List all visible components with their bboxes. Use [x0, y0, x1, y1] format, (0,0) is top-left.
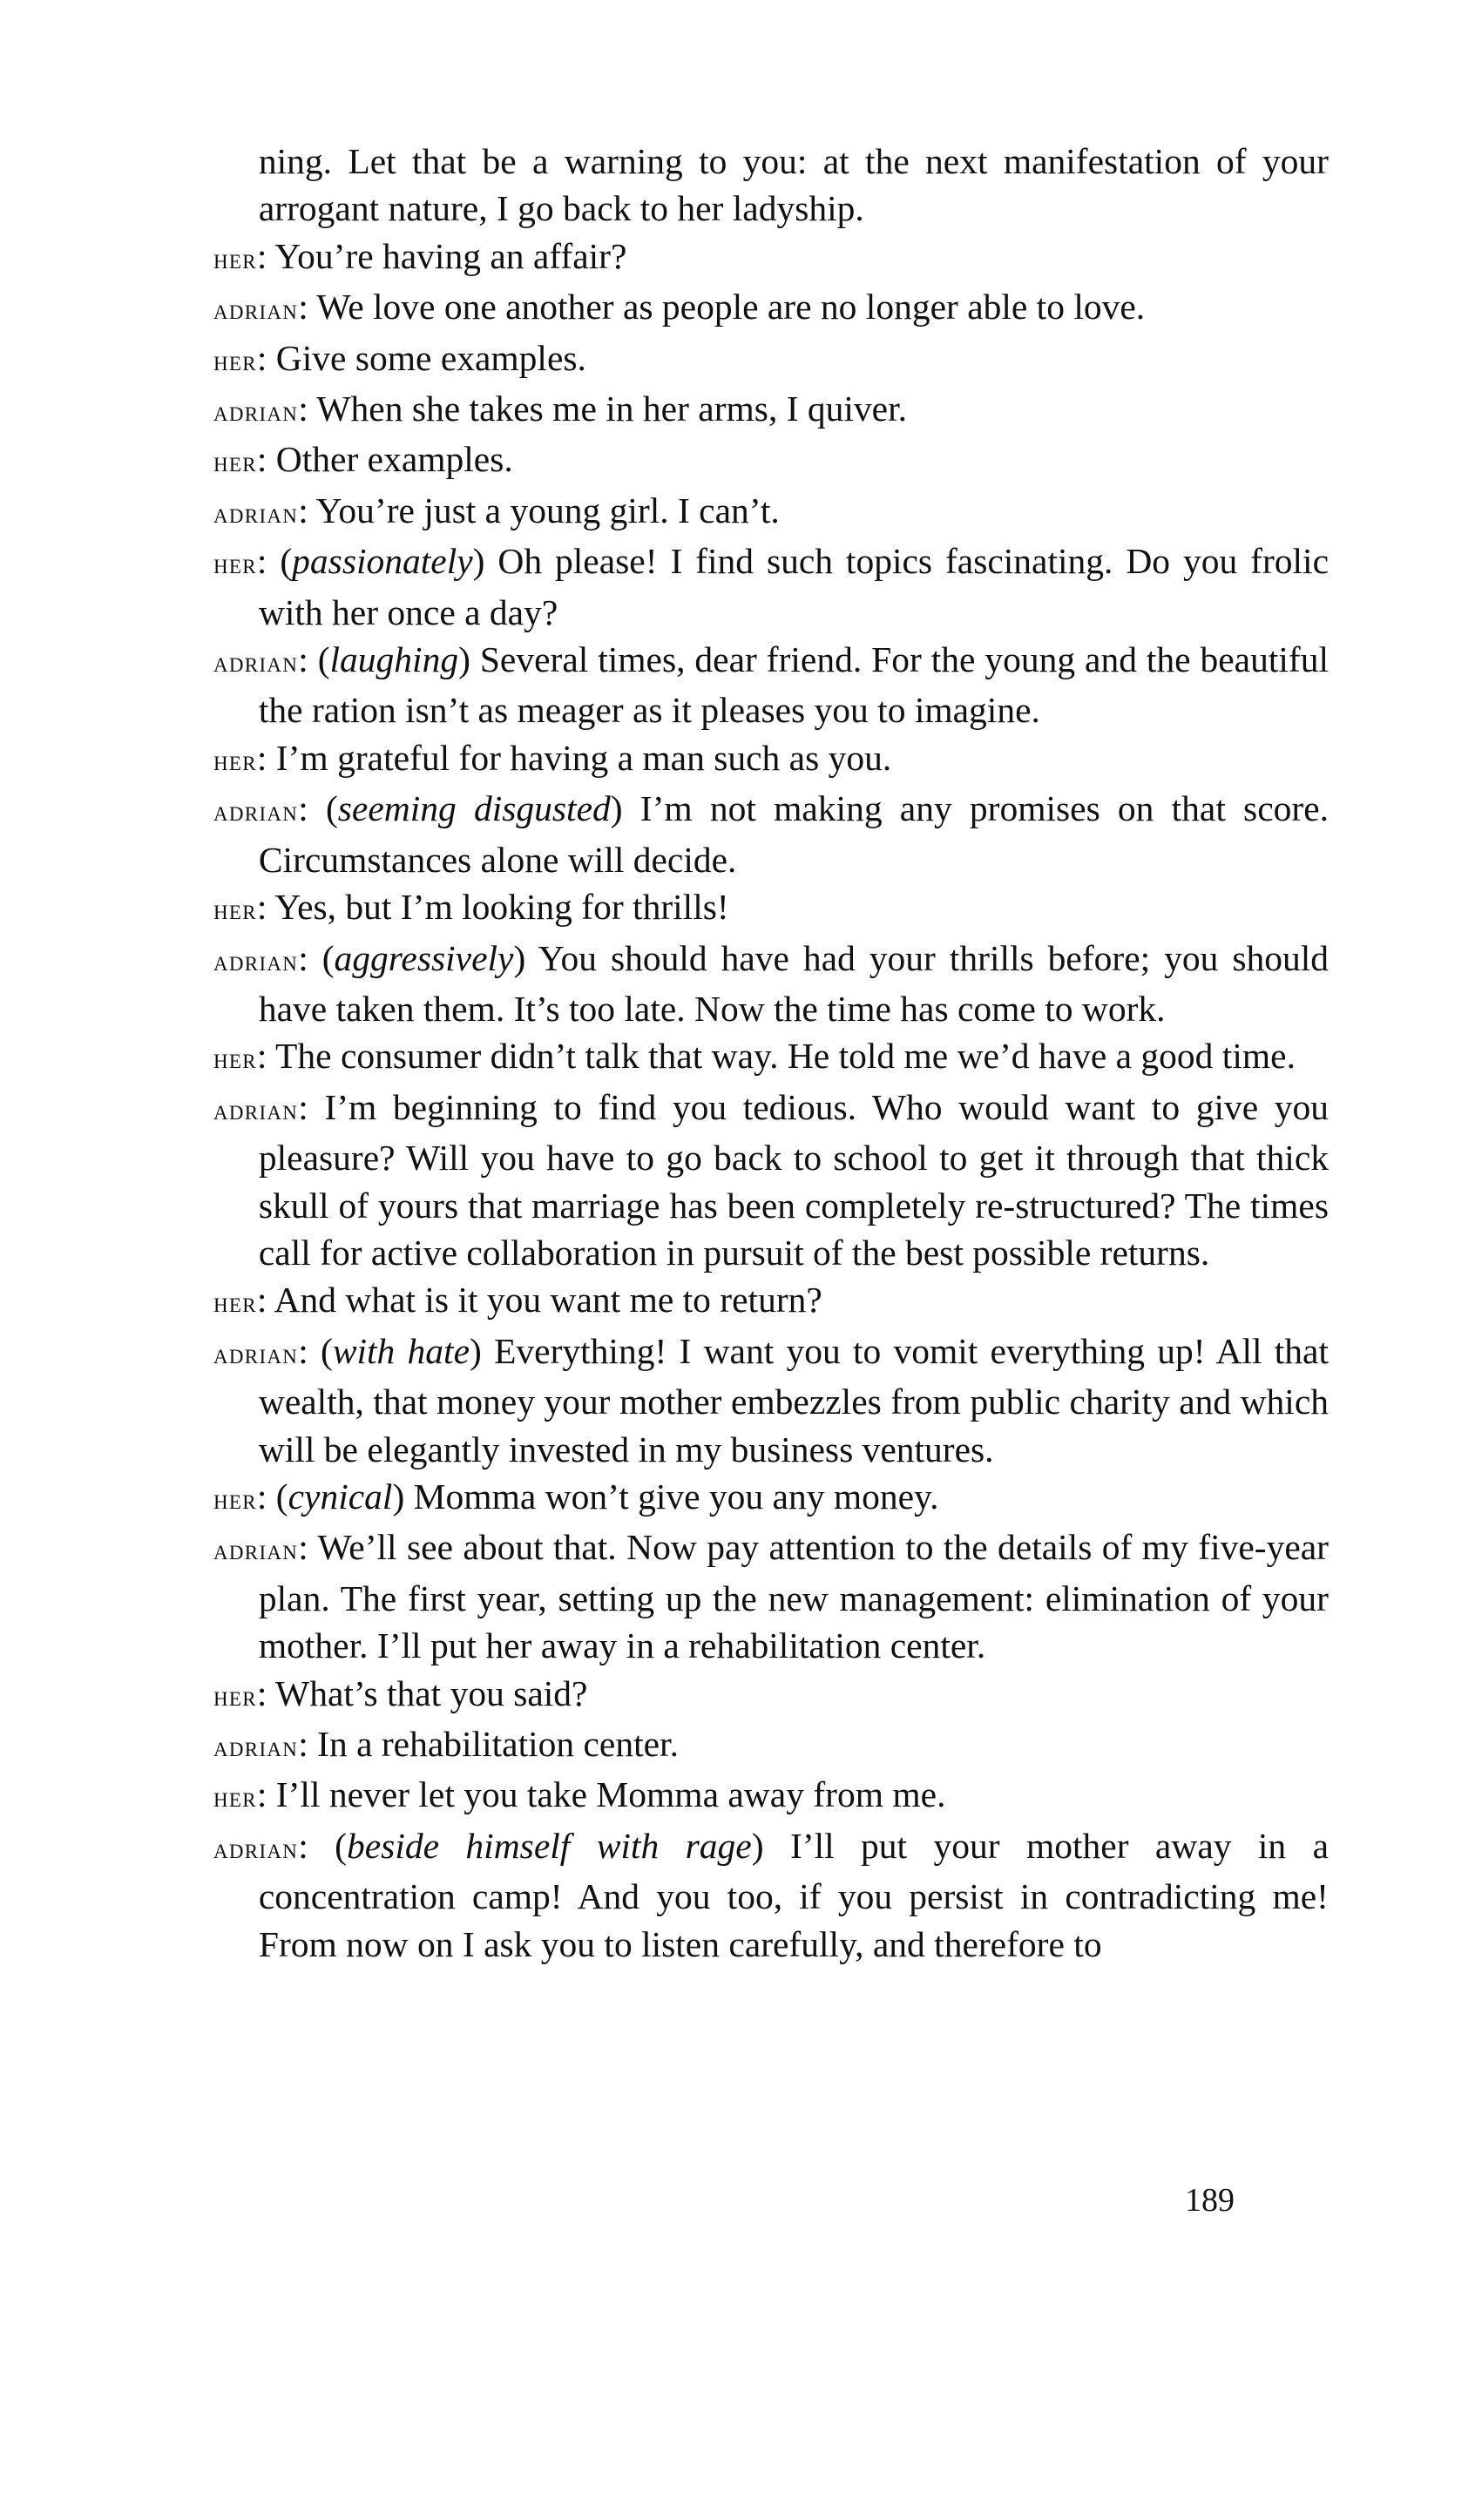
- line-text: And what is it you want me to return?: [274, 1280, 822, 1321]
- speaker-name: her: [213, 243, 257, 275]
- dialogue-line: her: What’s that you said?: [213, 1672, 588, 1713]
- stage-direction: seeming disgusted: [337, 788, 611, 829]
- speaker-name: her: [213, 1782, 257, 1814]
- line-text: Everything! I want you to vomit everything up! All that wealth, that money your mother embezzles from public charity and which will be elegantly invested in my business ventures.: [258, 1330, 1329, 1469]
- dialogue-line: her: Give some examples.: [213, 337, 586, 378]
- line-text: Oh please! I find such topics fascinating. Do you frolic with her once a day?: [258, 541, 1329, 632]
- dialogue-line: adrian: We’ll see about that. Now pay attention to the details of my five-year plan. The first year, setting up the new management: elimination of your mother. I’ll put her away in a rehabilitation center.: [213, 1527, 1330, 1666]
- speaker-name: adrian: [213, 1732, 299, 1763]
- speaker-name: her: [213, 1287, 257, 1320]
- speaker-name: adrian: [213, 396, 299, 429]
- stage-direction: with hate: [332, 1330, 470, 1371]
- dialogue-text: [213, 138, 1329, 1968]
- line-text: The consumer didn’t talk that way. He told me we’d have a good time.: [275, 1036, 1296, 1077]
- dialogue-line: her: I’ll never let you take Momma away from me.: [213, 1774, 946, 1815]
- dialogue-line: adrian: You’re just a young girl. I can’t.: [213, 490, 780, 530]
- opening-paragraph: ning. Let that be a warning to you: at the next manifestation of your arrogant nature, I go back to her ladyship.: [258, 141, 1329, 229]
- page-number: 189: [1185, 2182, 1235, 2219]
- line-text: You’re having an affair?: [274, 235, 627, 276]
- speaker-name: adrian: [213, 945, 299, 977]
- line-text: I’m grateful for having a man such as you.: [275, 737, 892, 778]
- stage-direction: passionately: [292, 541, 473, 582]
- stage-direction: cynical: [288, 1476, 393, 1517]
- stage-direction: laughing: [329, 639, 459, 680]
- dialogue-line: her: (cynical) Momma won’t give you any money.: [213, 1476, 939, 1517]
- dialogue-lines: [213, 233, 1329, 1968]
- speaker-name: adrian: [213, 647, 299, 679]
- line-text: We love one another as people are no longer able to love.: [316, 287, 1146, 328]
- speaker-name: her: [213, 1044, 257, 1076]
- dialogue-line: her: And what is it you want me to return?: [213, 1280, 822, 1321]
- line-text: I’ll never let you take Momma away from me.: [275, 1774, 946, 1815]
- dialogue-line: adrian: In a rehabilitation center.: [213, 1724, 679, 1764]
- dialogue-line: adrian: I’m beginning to find you tedious. Who would want to give you pleasure? Will you have to go back to school to get it through that thick skull of yours that marriage has been completely re-structured? The times call for active collaboration in pursuit of the best possible returns.: [213, 1086, 1330, 1273]
- line-text: I’m beginning to find you tedious. Who would want to give you pleasure? Will you have to go back to school to get it through that thick skull of yours that marriage has been completely re-structured? The times call for active collaboration in pursuit of the best possible returns.: [258, 1086, 1330, 1273]
- line-text: Give some examples.: [275, 337, 586, 378]
- stage-direction: aggressively: [334, 937, 514, 978]
- dialogue-line: adrian: We love one another as people are no longer able to love.: [213, 287, 1146, 328]
- dialogue-line: adrian: (seeming disgusted) I’m not making any promises on that score. Circumstances alone will decide.: [213, 788, 1329, 880]
- dialogue-line: adrian: (aggressively) You should have had your thrills before; you should have taken them. It’s too late. Now the time has come to work.: [213, 937, 1330, 1029]
- speaker-name: her: [213, 345, 257, 377]
- dialogue-line: her: Yes, but I’m looking for thrills!: [213, 887, 729, 928]
- speaker-name: her: [213, 549, 257, 581]
- dialogue-line: adrian: (with hate) Everything! I want you to vomit everything up! All that wealth, that money your mother embezzles from public charity and which will be elegantly invested in my business ventures.: [213, 1330, 1329, 1469]
- line-text: We’ll see about that. Now pay attention to the details of my five-year plan. The first year, setting up the new management: elimination of your mother. I’ll put her away in a rehabilitation center.: [258, 1527, 1330, 1666]
- dialogue-line: her: You’re having an affair?: [213, 235, 627, 276]
- dialogue-line: her: Other examples.: [213, 439, 513, 480]
- speaker-name: adrian: [213, 294, 299, 327]
- speaker-name: her: [213, 447, 257, 479]
- line-text: Several times, dear friend. For the young and the beautiful the ration isn’t as meager as it pleases you to imagine.: [258, 639, 1329, 731]
- line-text: I’m not making any promises on that score. Circumstances alone will decide.: [258, 788, 1329, 880]
- dialogue-line: adrian: When she takes me in her arms, I quiver.: [213, 388, 907, 429]
- speaker-name: adrian: [213, 1338, 299, 1370]
- line-text: Other examples.: [275, 439, 513, 480]
- line-text: Momma won’t give you any money.: [413, 1476, 939, 1517]
- speaker-name: adrian: [213, 796, 299, 828]
- speaker-name: adrian: [213, 1535, 299, 1567]
- dialogue-line: her: I’m grateful for having a man such as you.: [213, 737, 892, 778]
- speaker-name: adrian: [213, 1833, 299, 1865]
- dialogue-line: her: (passionately) Oh please! I find such topics fascinating. Do you frolic with her once a day?: [213, 541, 1329, 632]
- speaker-name: her: [213, 1483, 257, 1516]
- line-text: When she takes me in her arms, I quiver.: [316, 388, 907, 429]
- line-text: You’re just a young girl. I can’t.: [315, 490, 780, 530]
- line-text: Yes, but I’m looking for thrills!: [274, 887, 729, 928]
- line-text: In a rehabilitation center.: [317, 1724, 679, 1764]
- speaker-name: her: [213, 745, 257, 777]
- dialogue-line: adrian: (laughing) Several times, dear friend. For the young and the beautiful the ration isn’t as meager as it pleases you to imagine.: [213, 639, 1329, 731]
- line-text: What’s that you said?: [275, 1672, 588, 1713]
- line-text: You should have had your thrills before; you should have taken them. It’s too late. Now the time has come to work.: [258, 937, 1330, 1029]
- speaker-name: her: [213, 1680, 257, 1713]
- speaker-name: adrian: [213, 497, 299, 530]
- line-text: I’ll put your mother away in a concentration camp! And you too, if you persist in contradicting me! From now on I ask you to listen carefully, and therefore to: [258, 1825, 1330, 1964]
- dialogue-line: adrian: (beside himself with rage) I’ll put your mother away in a concentration camp! And you too, if you persist in contradicting me! From now on I ask you to listen carefully, and therefore to: [213, 1825, 1330, 1964]
- speaker-name: her: [213, 895, 257, 927]
- stage-direction: beside himself with rage: [347, 1825, 752, 1866]
- speaker-name: adrian: [213, 1094, 299, 1126]
- dialogue-line: her: The consumer didn’t talk that way. He told me we’d have a good time.: [213, 1036, 1296, 1077]
